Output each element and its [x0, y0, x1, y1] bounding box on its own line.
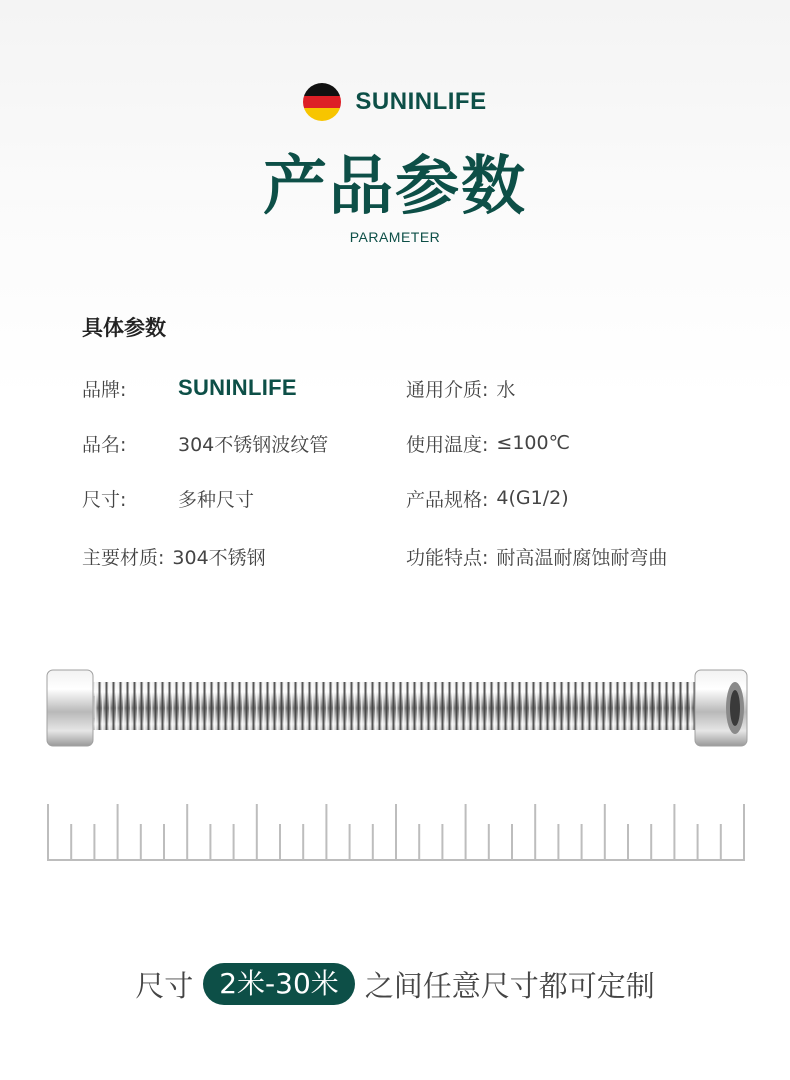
spec-material-key: 主要材质:	[82, 546, 165, 569]
note-prefix: 尺寸	[135, 968, 194, 1003]
ruler-scale	[47, 800, 745, 862]
spec-feature	[406, 541, 667, 571]
spec-medium	[406, 373, 515, 403]
spec-size-key: 尺寸:	[82, 488, 127, 511]
corrugated-hose-image	[45, 668, 750, 748]
spec-temperature-value: ≤100℃	[496, 432, 570, 454]
spec-temperature-key: 使用温度:	[406, 433, 489, 456]
hose-body	[93, 682, 703, 730]
spec-name	[82, 428, 328, 458]
left-nut	[47, 670, 93, 746]
page-subtitle: PARAMETER	[349, 229, 441, 245]
spec-material	[82, 541, 266, 571]
spec-size-value: 多种尺寸	[178, 488, 255, 511]
section-title: 具体参数	[82, 316, 166, 340]
page-title: 产品参数	[263, 150, 527, 224]
length-range-badge: 2米-30米	[203, 963, 355, 1005]
spec-model-value: 4(G1/2)	[496, 487, 569, 509]
spec-model-key: 产品规格:	[406, 488, 489, 511]
spec-size	[82, 483, 254, 513]
note-suffix: 之间任意尺寸都可定制	[364, 968, 655, 1003]
germany-flag-icon	[303, 83, 341, 121]
spec-brand-key: 品牌:	[82, 378, 127, 401]
spec-medium-key: 通用介质:	[406, 378, 489, 401]
spec-brand	[82, 373, 297, 403]
spec-feature-key: 功能特点:	[406, 546, 489, 569]
spec-temperature	[406, 428, 570, 458]
spec-brand-value: SUNINLIFE	[178, 375, 297, 400]
spec-model	[406, 483, 569, 513]
spec-name-key: 品名:	[82, 433, 127, 456]
custom-length-note	[0, 962, 790, 1006]
spec-name-value: 304不锈钢波纹管	[178, 433, 329, 456]
brand-header	[0, 80, 790, 124]
spec-medium-value: 水	[496, 378, 516, 401]
spec-feature-value: 耐高温耐腐蚀耐弯曲	[496, 546, 668, 569]
brand-logo-text: SUNINLIFE	[355, 88, 487, 115]
spec-material-value: 304不锈钢	[172, 546, 266, 569]
